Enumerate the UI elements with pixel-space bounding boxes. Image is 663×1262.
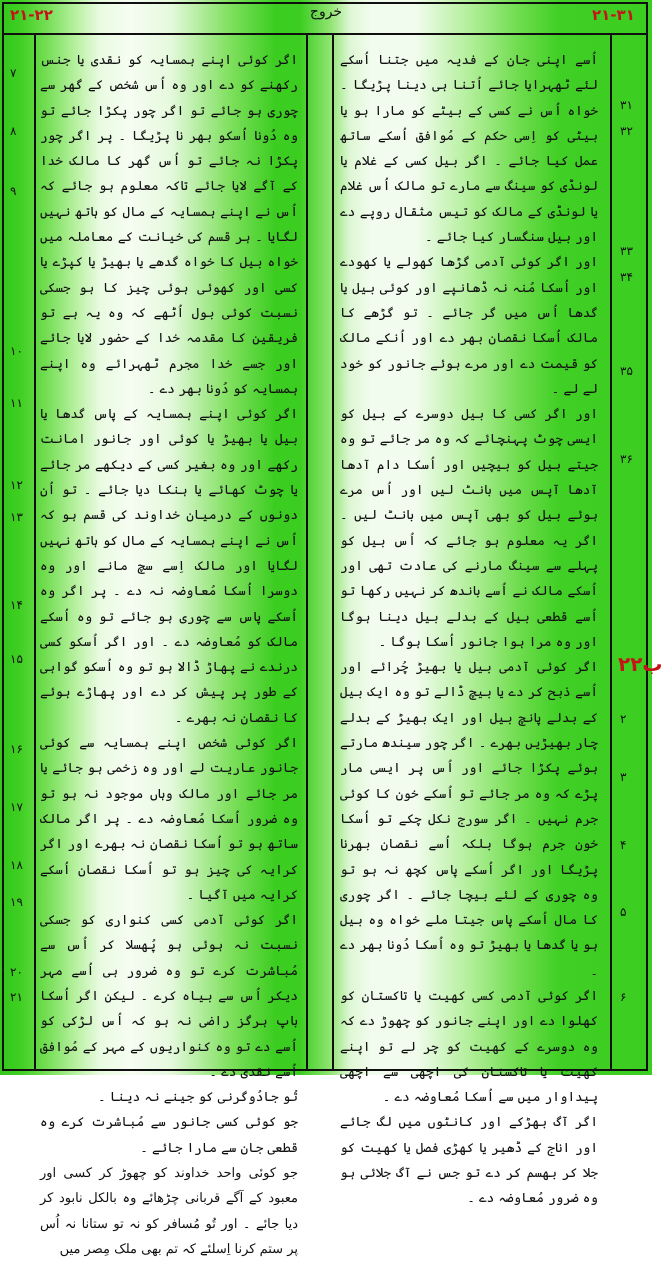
verse-number: ۲ (620, 712, 627, 726)
verse-number: ۶ (620, 990, 627, 1004)
verse-number: ۱۶ (10, 742, 23, 756)
verse-number: ۴ (620, 838, 627, 852)
verse-number: ۵ (620, 905, 627, 919)
paragraph: جو کوئی کسی جانور سے مُباشرت کرے وہ قطعی جان سے مارا جائے ۔ (40, 1115, 298, 1156)
left-margin-divider (34, 34, 36, 1071)
verse-number: ۱۰ (10, 344, 23, 358)
paragraph: اور اگر کسی کا بیل دوسرے کے بیل کو ایسی چوٹ پہنچائے کہ وہ مر جائے تو وہ جیتے بیل کو بیچیں اور اُسکا دام آدھا آدھا آپس میں بانٹ لیں اور اُس مرے ہوئے بیل کو بھی آپس میں بانٹ لیں ۔ اگر یہ معلوم ہو جائے کہ اُس بیل کو پہلے سے سینگ مارنے کی عادت تھی اور اُسکے مالک نے اُسے باندھ کر نہیں رکھا تو اُسے قطعی بیل کے بدلے بیل دینا ہوگا اور وہ مرا ہوا جانور اُسکا ہوگا ۔ (340, 407, 598, 650)
center-left-divider (306, 34, 308, 1071)
paragraph: تُو جادُوگرنی کو جینے نہ دینا ۔ (98, 1090, 298, 1106)
paragraph: اگر کوئی آدمی کسی کھیت یا تاکستان کو کھلوا دے اور اپنے جانور کو چھوڑ دے کہ وہ دوسرے کے کھیت کو چر لے تو اپنے کھیت یا تاکستان کی اچھی سے اچھی پیداوار میں سے اُسکا مُعاوضہ دے ۔ (340, 988, 598, 1106)
chapter-marker: ۲۲ب (618, 652, 663, 676)
center-right-divider (332, 34, 334, 1071)
paragraph: اگر کوئی آدمی بیل یا بھیڑ چُرائے اور اُسے ذبح کر دے یا بیچ ڈالے تو وہ ایک بیل کے بدلے پانچ بیل اور ایک بھیڑ کے بدلے چار بھیڑیں بھرے ۔ اگر چور سیندھ مارتے ہوئے پکڑا جائے اور اُس پر ایسی مار پڑے کہ وہ مر جائے تو اُسکے خون کا کوئی جرم نہیں ۔ اگر سورج نکل چکے تو اُسکا خون جرم ہوگا بلکہ اُسے نقصان بھرنا پڑیگا اور اگر اُسکے پاس کچھ نہ ہو تو وہ چوری کے لئے بیچا جائے ۔ اگر چوری کا مال اُسکے پاس جیتا ملے خواہ وہ بیل ہو یا گدھا یا بھیڑ تو وہ اُسکا دُونا بھر دے ۔ (340, 660, 598, 979)
verse-number: ۲۰ (10, 965, 23, 979)
verse-number: ۹ (10, 184, 17, 198)
verse-number: ۷ (10, 66, 17, 80)
verse-number: ۲۱ (10, 990, 23, 1004)
paragraph: اگر کوئی اپنے ہمسایہ کے پاس گدھا یا بیل یا بھیڑ یا کوئی اور جانور امانت رکھے اور وہ بغیر کسی کے دیکھے مر جائے یا چوٹ کھائے یا ہنکا دیا جائے ۔ تو اُن دونوں کے درمیان خداوند کی قسم ہو کہ اُس نے اپنے ہمسایہ کے مال کو ہاتھ نہیں لگایا اور مالک اِسے سچ مانے اور وہ دوسرا اُسکا مُعاوضہ نہ دے ۔ پر اگر وہ اُسکے پاس سے چوری ہو جائے تو وہ اُسکے مالک کو مُعاوضہ دے ۔ اور اگر اُسکو کسی درندے نے پھاڑ ڈالا ہو تو وہ اُسکو گواہی کے طور پر پیش کر دے اور پھاڑے ہوئے کا نقصان نہ بھرے ۔ (40, 407, 298, 726)
paragraph: اور اگر کوئی آدمی گڑھا کھولے یا کھودے اور اُسکا مُنہ نہ ڈھانپے اور کوئی بیل یا گدھا اُس میں گر جائے ۔ تو گڑھے کا مالک اُسکا نقصان بھر دے اور اُنکے مالک کو قیمت دے اور مرے ہوئے جانور کو خود لے لے ۔ (340, 255, 598, 397)
verse-number: ۱۳ (10, 510, 23, 524)
right-chapter-reference: ۲۱-۳۱ (592, 6, 635, 24)
verse-number: ۱۲ (10, 478, 23, 492)
paragraph: اگر آگ بھڑکے اور کانٹوں میں لگ جائے اور اناج کے ڈھیر یا کھڑی فصل یا کھیت کو جلا کر بھسم کر دے تو جس نے آگ جلائی ہو وہ ضرور مُعاوضہ دے ۔ (340, 1115, 598, 1207)
verse-number: ۱۹ (10, 895, 23, 909)
verse-number: ۱۷ (10, 800, 23, 814)
verse-number: ۳۳ (620, 244, 633, 258)
paragraph: اگر کوئی شخص اپنے ہمسایہ سے کوئی جانور عاریت لے اور وہ زخمی ہو جائے یا مر جائے اور مالک وہاں موجود نہ ہو تو وہ ضرور اُسکا مُعاوضہ دے ۔ پر اگر مالک ساتھ ہو تو اُسکا نقصان نہ بھرے اور اگر کرایہ کی چیز ہو تو اُسکا نقصان اُسکے کرایہ میں آگیا ۔ (40, 736, 298, 903)
paragraph: اگر کوئی آدمی کسی کنواری کو جسکی نسبت نہ ہوئی ہو پُھسلا کر اُس سے مُباشرت کرے تو وہ ضرور ہی اُسے مہر دیکر اُس سے بیاہ کرے ۔ لیکن اگر اُسکا باپ ہرگز راضی نہ ہو کہ اُس لڑکی کو اُسے دے تو وہ کنواریوں کے مہر کے مُوافق اُسے نقدی دے ۔ (40, 913, 298, 1080)
paragraph: اگر کوئی اپنے ہمسایہ کو نقدی یا جنس رکھنے کو دے اور وہ اُس شخص کے گھر سے چوری ہو جائے تو اگر چور پکڑا جائے تو وہ دُونا اُسکو بھر نا پڑیگا ۔ پر اگر چور پکڑا نہ جائے تو اُس گھر کا مالک خدا کے آگے لایا جائے تاکہ معلوم ہو جائے کہ اُس نے اپنے ہمسایہ کے مال کو ہاتھ نہیں لگایا ۔ ہر قسم کی خیانت کے معاملہ میں خواہ بیل کا خواہ گدھے یا بھیڑ یا کپڑے یا کسی اور کھوئی ہوئی چیز کا ہو جسکی نسبت کوئی بول اُٹھے کہ وہ یہ ہے تو فریقین کا مقدمہ خدا کے حضور لایا جائے اور جسے خدا مجرم ٹھہرائے وہ اپنے ہمسایہ کو دُونا بھر دے ۔ (40, 53, 298, 397)
verse-number: ۱۴ (10, 598, 23, 612)
verse-number: ۳۱ (620, 98, 633, 112)
paragraph: جو کوئی واحد خداوند کو چھوڑ کر کسی اور معبود کے آگے قربانی چڑھائے وہ بالکل نابود کر دیا جائے ۔ اور تُو مُسافر کو نہ تو ستانا نہ اُس پر ستم کرنا اِسلئے کہ تم بھی ملک مِصر میں (40, 1166, 298, 1257)
verse-number: ۳۴ (620, 270, 633, 284)
paragraph: اُسے اپنی جان کے فدیہ میں جتنا اُسکے لئے ٹھہرایا جائے اُتنا ہی دینا پڑیگا ۔ خواہ اُس نے کسی کے بیٹے کو مارا ہو یا بیٹی کو اِسی حکم کے مُوافق اُسکے ساتھ عمل کیا جائے ۔ اگر بیل کسی کے غلام یا لونڈی کو سینگ سے مارے تو مالک اُس غلام یا لونڈی کے مالک کو تیس مثقال روپے دے اور بیل سنگسار کیا جائے ۔ (340, 53, 598, 246)
left-chapter-reference: ۲۱-۲۲ (10, 6, 53, 24)
verse-number: ۱۸ (10, 858, 23, 872)
verse-number: ۳۲ (620, 124, 633, 138)
verse-number: ۱۵ (10, 652, 23, 666)
right-text-column (340, 48, 598, 1212)
left-text-column (40, 48, 298, 1262)
header-divider (4, 33, 648, 35)
right-margin-divider (610, 34, 612, 1071)
verse-number: ۳۶ (620, 452, 633, 466)
verse-number: ۸ (10, 124, 17, 138)
verse-number: ۳۵ (620, 364, 633, 378)
verse-number: ۳ (620, 770, 627, 784)
book-title: خروج (309, 4, 343, 20)
verse-number: ۱۱ (10, 396, 23, 410)
